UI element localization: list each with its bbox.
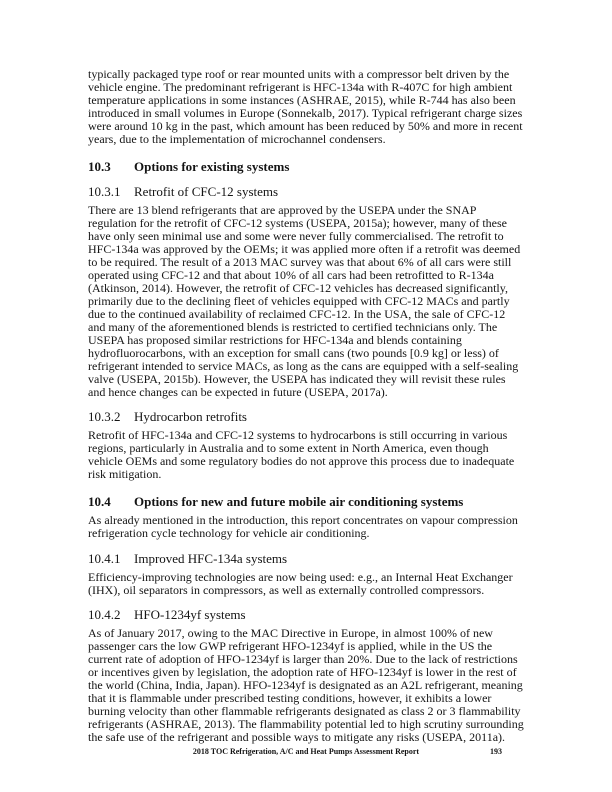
section-number: 10.4.1 [88, 550, 121, 566]
section-number: 10.4.2 [88, 607, 121, 622]
section-heading-10-4 [88, 495, 524, 508]
body-paragraph: Efficiency-improving technologies are now being used: e.g., an Internal Heat Exchanger (IHX), oil separators in compressors, as well as externally controlled compressors. [88, 569, 513, 597]
page-number: 193 [490, 747, 502, 756]
page-footer [0, 747, 612, 757]
subsection-heading-10-3-1 [88, 185, 524, 198]
footer-title: 2018 TOC Refrigeration, A/C and Heat Pumps Assessment Report [192, 747, 420, 756]
section-number: 10.3.1 [88, 183, 121, 199]
body-paragraph: There are 13 blend refrigerants that are approved by the USEPA under the SNAP regulation for the retrofit of CFC-12 systems (USEPA, 2015a); however, many of these have only seen minimal use and some were never fully commercialised. The retrofit to HFC-134a was approved by the OEMs; it was applied more often if a retrofit was deemed to be required. The result of a 2013 MAC survey was that about 6% of all cars were still operated using CFC-12 and that about 10% of all cars had been retrofitted to R-134a (Atkinson, 2014). However, the retrofit of CFC-12 vehicles has decreased significantly, primarily due to the declining fleet of vehicles equipped with CFC-12 MACs and partly due to the continued availability of reclaimed CFC-12. In the USA, the sale of CFC-12 and many of the aforementioned blends is restricted to certified technicians only. The USEPA has proposed similar restrictions for HFC-134a and blends containing hydrofluorocarbons, with an exception for small cans (two pounds [0.9 kg] or less) of refrigerant intended to service MACs, as long as the cans are equipped with a self-sealing valve (USEPA, 2015b). However, the USEPA has indicated they will revisit these rules and hence changes can be expected in future (USEPA, 2017a). [88, 202, 521, 399]
section-number: 10.3 [88, 159, 111, 174]
body-paragraph: As of January 2017, owing to the MAC Directive in Europe, in almost 100% of new passenger cars the low GWP refrigerant HFO-1234yf is applied, while in the US the current rate of adoption of HFO-1234yf is larger than 20%. Due to the lack of restrictions or incentives given by legislation, the adoption rate of HFO-1234yf is lower in the rest of the world (China, India, Japan). HFO-1234yf is designated as an A2L refrigerant, meaning that it is flammable under prescribed testing conditions, however, it exhibits a lower burning velocity than other flammable refrigerants designated as class 2 or 3 flammability refrigerants (ASHRAE, 2013). The flammability potential led to high scrutiny surrounding the safe use of the refrigerant and possible ways to mitigate any risks (USEPA, 2011a). [88, 626, 524, 744]
section-title: HFO-1234yf systems [134, 607, 246, 622]
section-title: Improved HFC-134a systems [134, 550, 288, 566]
section-title: Retrofit of CFC-12 systems [134, 183, 279, 199]
section-number: 10.3.2 [88, 409, 121, 424]
body-paragraph: As already mentioned in the introduction, this report concentrates on vapour compression refrigeration cycle technology for vehicle air conditioning. [88, 513, 518, 540]
section-title: Options for existing systems [134, 159, 290, 174]
subsection-heading-10-4-1 [88, 552, 524, 565]
section-title: Options for new and future mobile air conditioning systems [134, 494, 464, 509]
body-paragraph: typically packaged type roof or rear mounted units with a compressor belt driven by the vehicle engine. The predominant refrigerant is HFC-134a with R-407C for high ambient temperature applications in some instances (ASHRAE, 2015), while R-744 has also been introduced in small volumes in Europe (Sonnekalb, 2017). Typical refrigerant charge sizes were around 10 kg in the past, which amount has been reduced by 50% and more in recent years, due to the implementation of microchannel condensers. [88, 67, 523, 146]
subsection-heading-10-4-2 [88, 608, 524, 621]
section-title: Hydrocarbon retrofits [134, 409, 247, 424]
section-heading-10-3 [88, 160, 524, 173]
subsection-heading-10-3-2 [88, 410, 524, 423]
body-paragraph: Retrofit of HFC-134a and CFC-12 systems to hydrocarbons is still occurring in various regions, particularly in Australia and to some extent in North America, even though vehicle OEMs and some regulatory bodies do not approve this process due to inadequate risk mitigation. [88, 428, 515, 481]
section-number: 10.4 [88, 494, 111, 509]
